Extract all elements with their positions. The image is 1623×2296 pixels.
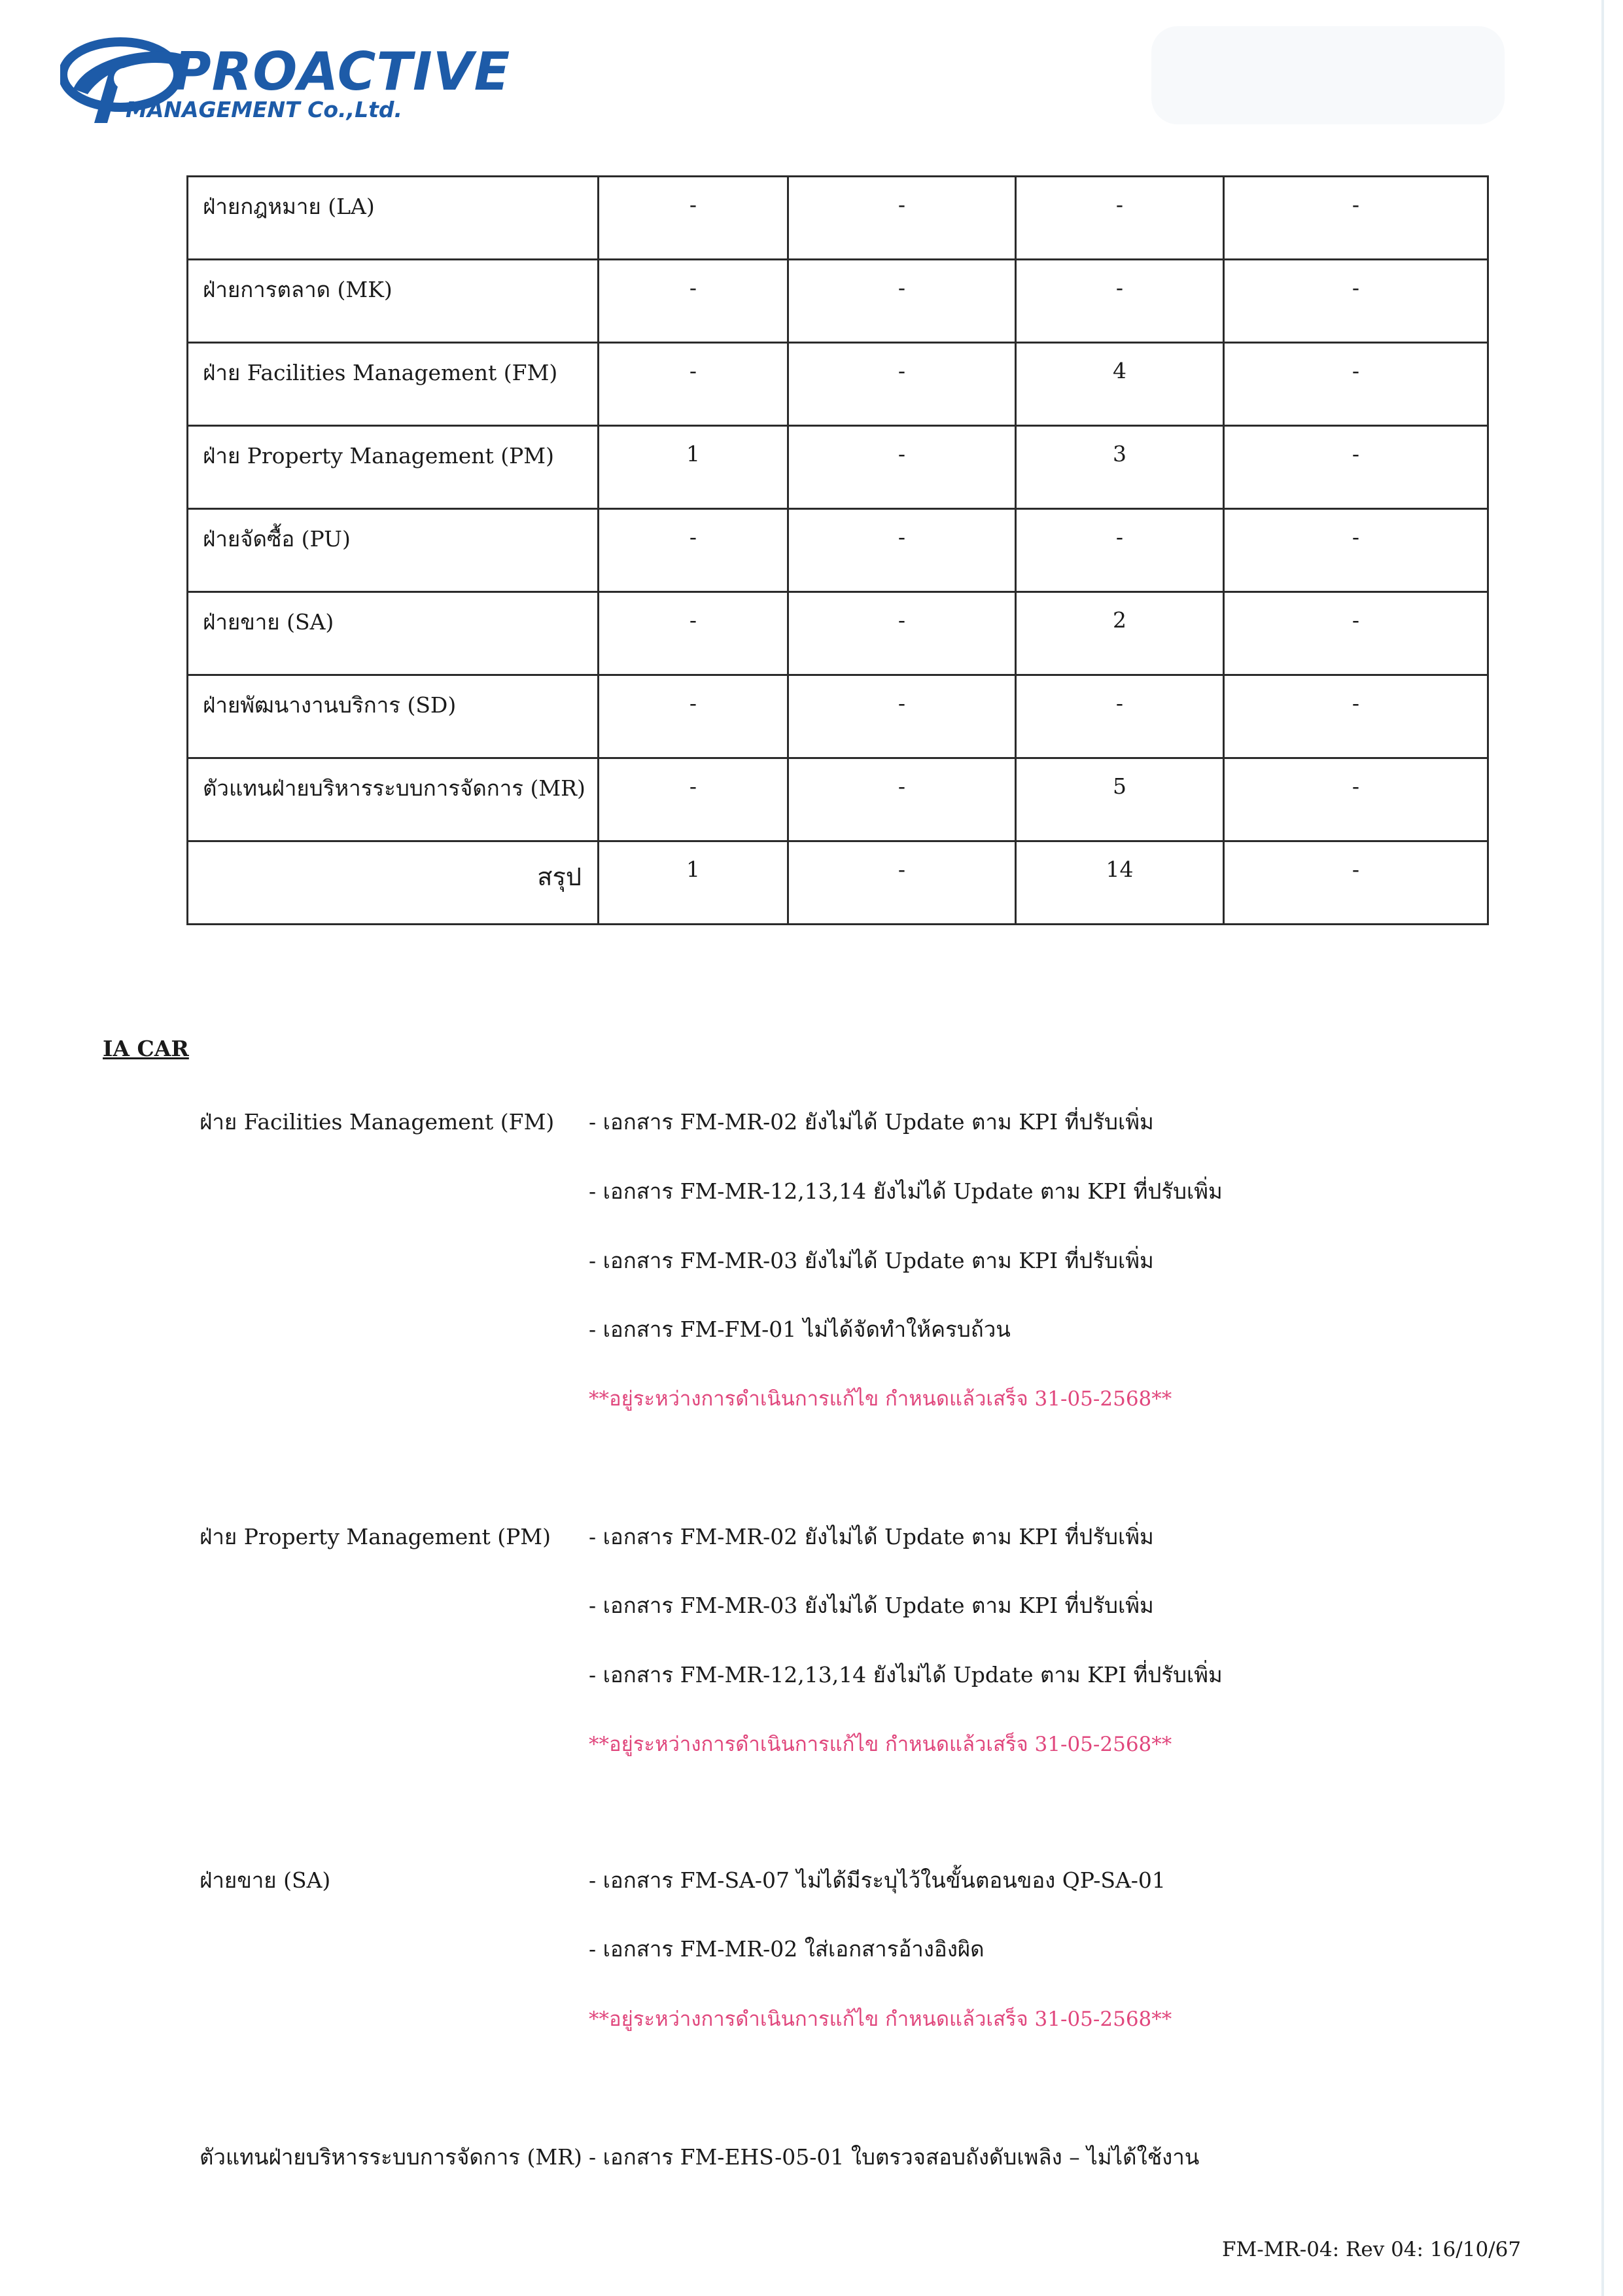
value-cell: -	[599, 675, 788, 758]
finding-item: - เอกสาร FM-MR-12,13,14 ยังไม่ได้ Update ตาม KPI ที่ปรับเพิ่ม	[589, 1662, 1223, 1687]
value-cell: -	[1016, 509, 1224, 592]
table-row	[188, 758, 1488, 841]
dept-cell: ฝ่ายกฎหมาย (LA)	[188, 177, 599, 260]
value-cell: -	[1224, 758, 1488, 841]
value-cell: -	[1224, 260, 1488, 343]
total-value: -	[788, 841, 1016, 925]
table-row	[188, 426, 1488, 509]
value-cell: 1	[599, 426, 788, 509]
faint-watermark	[1151, 26, 1505, 124]
page-edge	[1601, 0, 1604, 2296]
company-logo	[60, 31, 511, 130]
dept-cell: ฝ่ายขาย (SA)	[188, 592, 599, 675]
value-cell: -	[1224, 592, 1488, 675]
dept-cell: ฝ่ายพัฒนางานบริการ (SD)	[188, 675, 599, 758]
finding-item: - เอกสาร FM-MR-02 ใส่เอกสารอ้างอิงผิด	[589, 1936, 985, 1962]
table-row	[188, 260, 1488, 343]
ia-car-dept-fm: ฝ่าย Facilities Management (FM)	[200, 1109, 555, 1135]
value-cell: 2	[1016, 592, 1224, 675]
summary-table	[186, 175, 1489, 925]
value-cell: -	[599, 260, 788, 343]
document-code: FM-MR-04: Rev 04: 16/10/67	[1222, 2238, 1522, 2261]
finding-item: - เอกสาร FM-MR-02 ยังไม่ได้ Update ตาม KPI ที่ปรับเพิ่ม	[589, 1524, 1154, 1549]
value-cell: 3	[1016, 426, 1224, 509]
status-note: **อยู่ระหว่างการดำเนินการแก้ไข กำหนดแล้วเสร็จ 31-05-2568**	[589, 1387, 1172, 1411]
table-row	[188, 177, 1488, 260]
value-cell: -	[599, 758, 788, 841]
value-cell: -	[1224, 426, 1488, 509]
company-subtitle: MANAGEMENT Co.,Ltd.	[126, 97, 403, 122]
company-name: PROACTIVE	[173, 41, 511, 102]
value-cell: -	[1224, 343, 1488, 426]
section-title-ia-car: IA CAR	[103, 1036, 189, 1061]
value-cell: -	[788, 509, 1016, 592]
total-label: สรุป	[188, 841, 599, 925]
value-cell: -	[1016, 675, 1224, 758]
status-note: **อยู่ระหว่างการดำเนินการแก้ไข กำหนดแล้วเสร็จ 31-05-2568**	[589, 2007, 1172, 2031]
value-cell: -	[788, 260, 1016, 343]
finding-item: - เอกสาร FM-MR-03 ยังไม่ได้ Update ตาม KPI ที่ปรับเพิ่ม	[589, 1248, 1154, 1273]
value-cell: -	[788, 675, 1016, 758]
value-cell: -	[1016, 177, 1224, 260]
table-row	[188, 675, 1488, 758]
table-total-row	[188, 841, 1488, 925]
value-cell: -	[599, 592, 788, 675]
finding-item: - เอกสาร FM-MR-03 ยังไม่ได้ Update ตาม KPI ที่ปรับเพิ่ม	[589, 1593, 1154, 1618]
value-cell: 5	[1016, 758, 1224, 841]
table-row	[188, 343, 1488, 426]
value-cell: -	[599, 343, 788, 426]
value-cell: -	[599, 177, 788, 260]
value-cell: -	[1224, 177, 1488, 260]
ia-car-dept-pm: ฝ่าย Property Management (PM)	[200, 1524, 551, 1549]
value-cell: -	[788, 426, 1016, 509]
total-value: 1	[599, 841, 788, 925]
finding-item: - เอกสาร FM-MR-02 ยังไม่ได้ Update ตาม KPI ที่ปรับเพิ่ม	[589, 1109, 1154, 1135]
finding-item: - เอกสาร FM-MR-12,13,14 ยังไม่ได้ Update ตาม KPI ที่ปรับเพิ่ม	[589, 1178, 1223, 1204]
status-note: **อยู่ระหว่างการดำเนินการแก้ไข กำหนดแล้วเสร็จ 31-05-2568**	[589, 1733, 1172, 1756]
ia-car-dept-sa: ฝ่ายขาย (SA)	[200, 1867, 331, 1893]
table-row	[188, 509, 1488, 592]
dept-cell: ฝ่าย Facilities Management (FM)	[188, 343, 599, 426]
dept-cell: ตัวแทนฝ่ายบริหารระบบการจัดการ (MR)	[188, 758, 599, 841]
total-value: 14	[1016, 841, 1224, 925]
value-cell: -	[788, 343, 1016, 426]
value-cell: -	[1016, 260, 1224, 343]
value-cell: -	[788, 177, 1016, 260]
dept-cell: ฝ่าย Property Management (PM)	[188, 426, 599, 509]
total-value: -	[1224, 841, 1488, 925]
value-cell: -	[788, 592, 1016, 675]
value-cell: -	[599, 509, 788, 592]
table-row	[188, 592, 1488, 675]
value-cell: -	[788, 758, 1016, 841]
value-cell: -	[1224, 509, 1488, 592]
finding-item: - เอกสาร FM-EHS-05-01 ใบตรวจสอบถังดับเพลิง – ไม่ได้ใช้งาน	[589, 2144, 1200, 2170]
dept-cell: ฝ่ายจัดซื้อ (PU)	[188, 509, 599, 592]
ia-car-dept-mr: ตัวแทนฝ่ายบริหารระบบการจัดการ (MR)	[200, 2144, 582, 2170]
value-cell: -	[1224, 675, 1488, 758]
value-cell: 4	[1016, 343, 1224, 426]
dept-cell: ฝ่ายการตลาด (MK)	[188, 260, 599, 343]
finding-item: - เอกสาร FM-FM-01 ไม่ได้จัดทำให้ครบถ้วน	[589, 1316, 1011, 1342]
finding-item: - เอกสาร FM-SA-07 ไม่ได้มีระบุไว้ในขั้นตอนของ QP-SA-01	[589, 1867, 1166, 1893]
